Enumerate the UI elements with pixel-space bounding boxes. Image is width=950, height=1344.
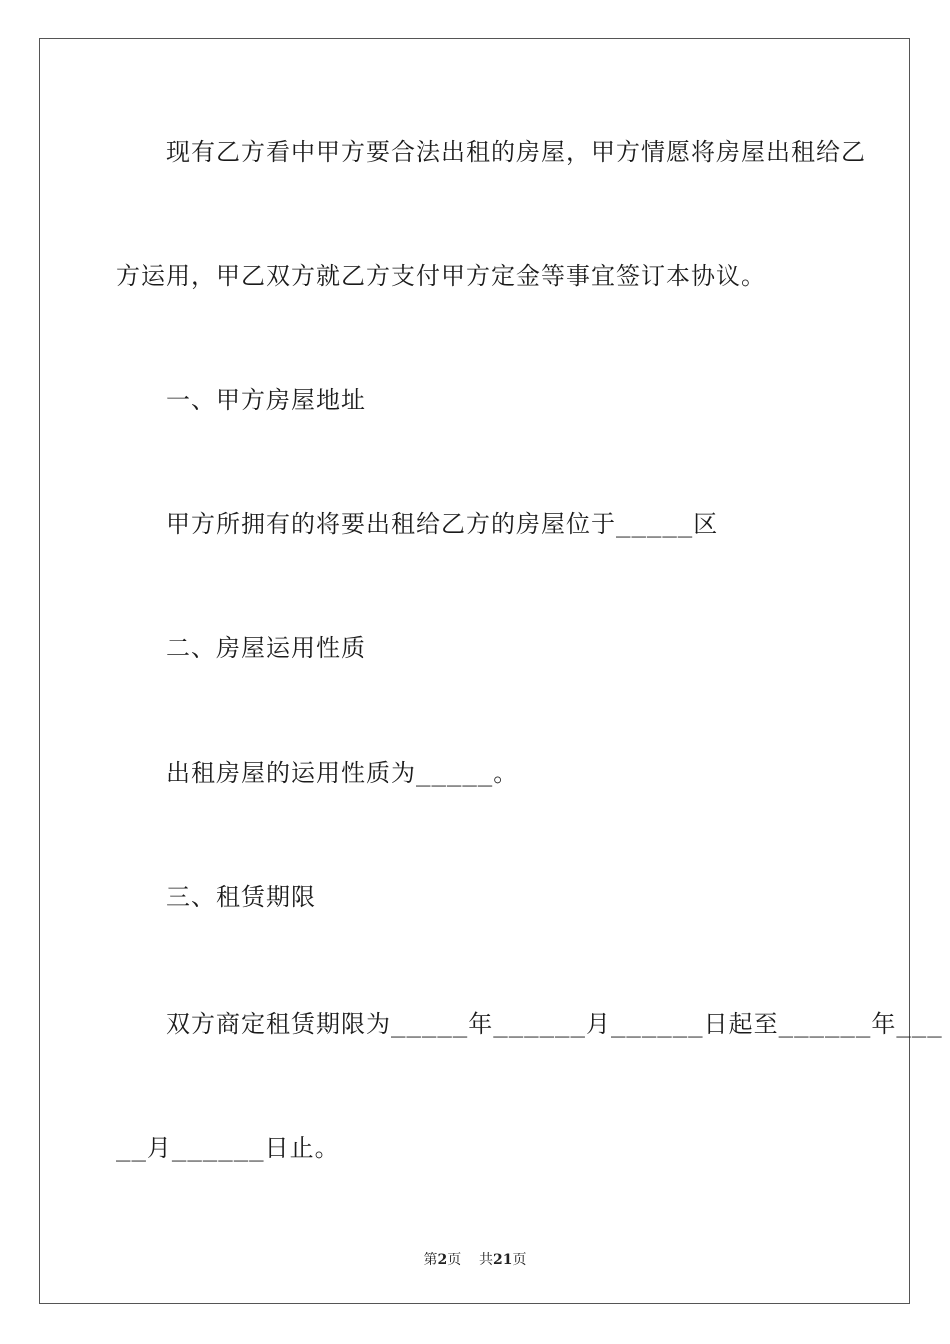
- paragraph-term-line-2: __月______日止。: [116, 1134, 340, 1162]
- footer-page-number: 2: [437, 1252, 448, 1268]
- section-heading-usage: 二、房屋运用性质: [166, 634, 366, 662]
- paragraph-intro-line-2: 方运用，甲乙双方就乙方支付甲方定金等事宜签订本协议。: [116, 262, 766, 290]
- section-heading-address: 一、甲方房屋地址: [166, 386, 366, 414]
- page-frame: [39, 38, 943, 1304]
- footer-total-pages: 21: [493, 1252, 513, 1268]
- paragraph-usage: 出租房屋的运用性质为_____。: [166, 759, 519, 787]
- paragraph-address: 甲方所拥有的将要出租给乙方的房屋位于_____区: [166, 510, 719, 538]
- section-heading-term: 三、租赁期限: [166, 883, 316, 911]
- footer-page-suffix: 页: [447, 1252, 462, 1268]
- page-footer: [0, 1249, 950, 1269]
- footer-page-prefix: 第: [423, 1252, 438, 1268]
- footer-total-suffix: 页: [512, 1252, 527, 1268]
- paragraph-term-line-1: 双方商定租赁期限为_____年______月______日起至______年___: [166, 1010, 943, 1038]
- footer-total-prefix: 共: [479, 1252, 494, 1268]
- paragraph-intro-line-1: 现有乙方看中甲方要合法出租的房屋，甲方情愿将房屋出租给乙: [166, 138, 866, 166]
